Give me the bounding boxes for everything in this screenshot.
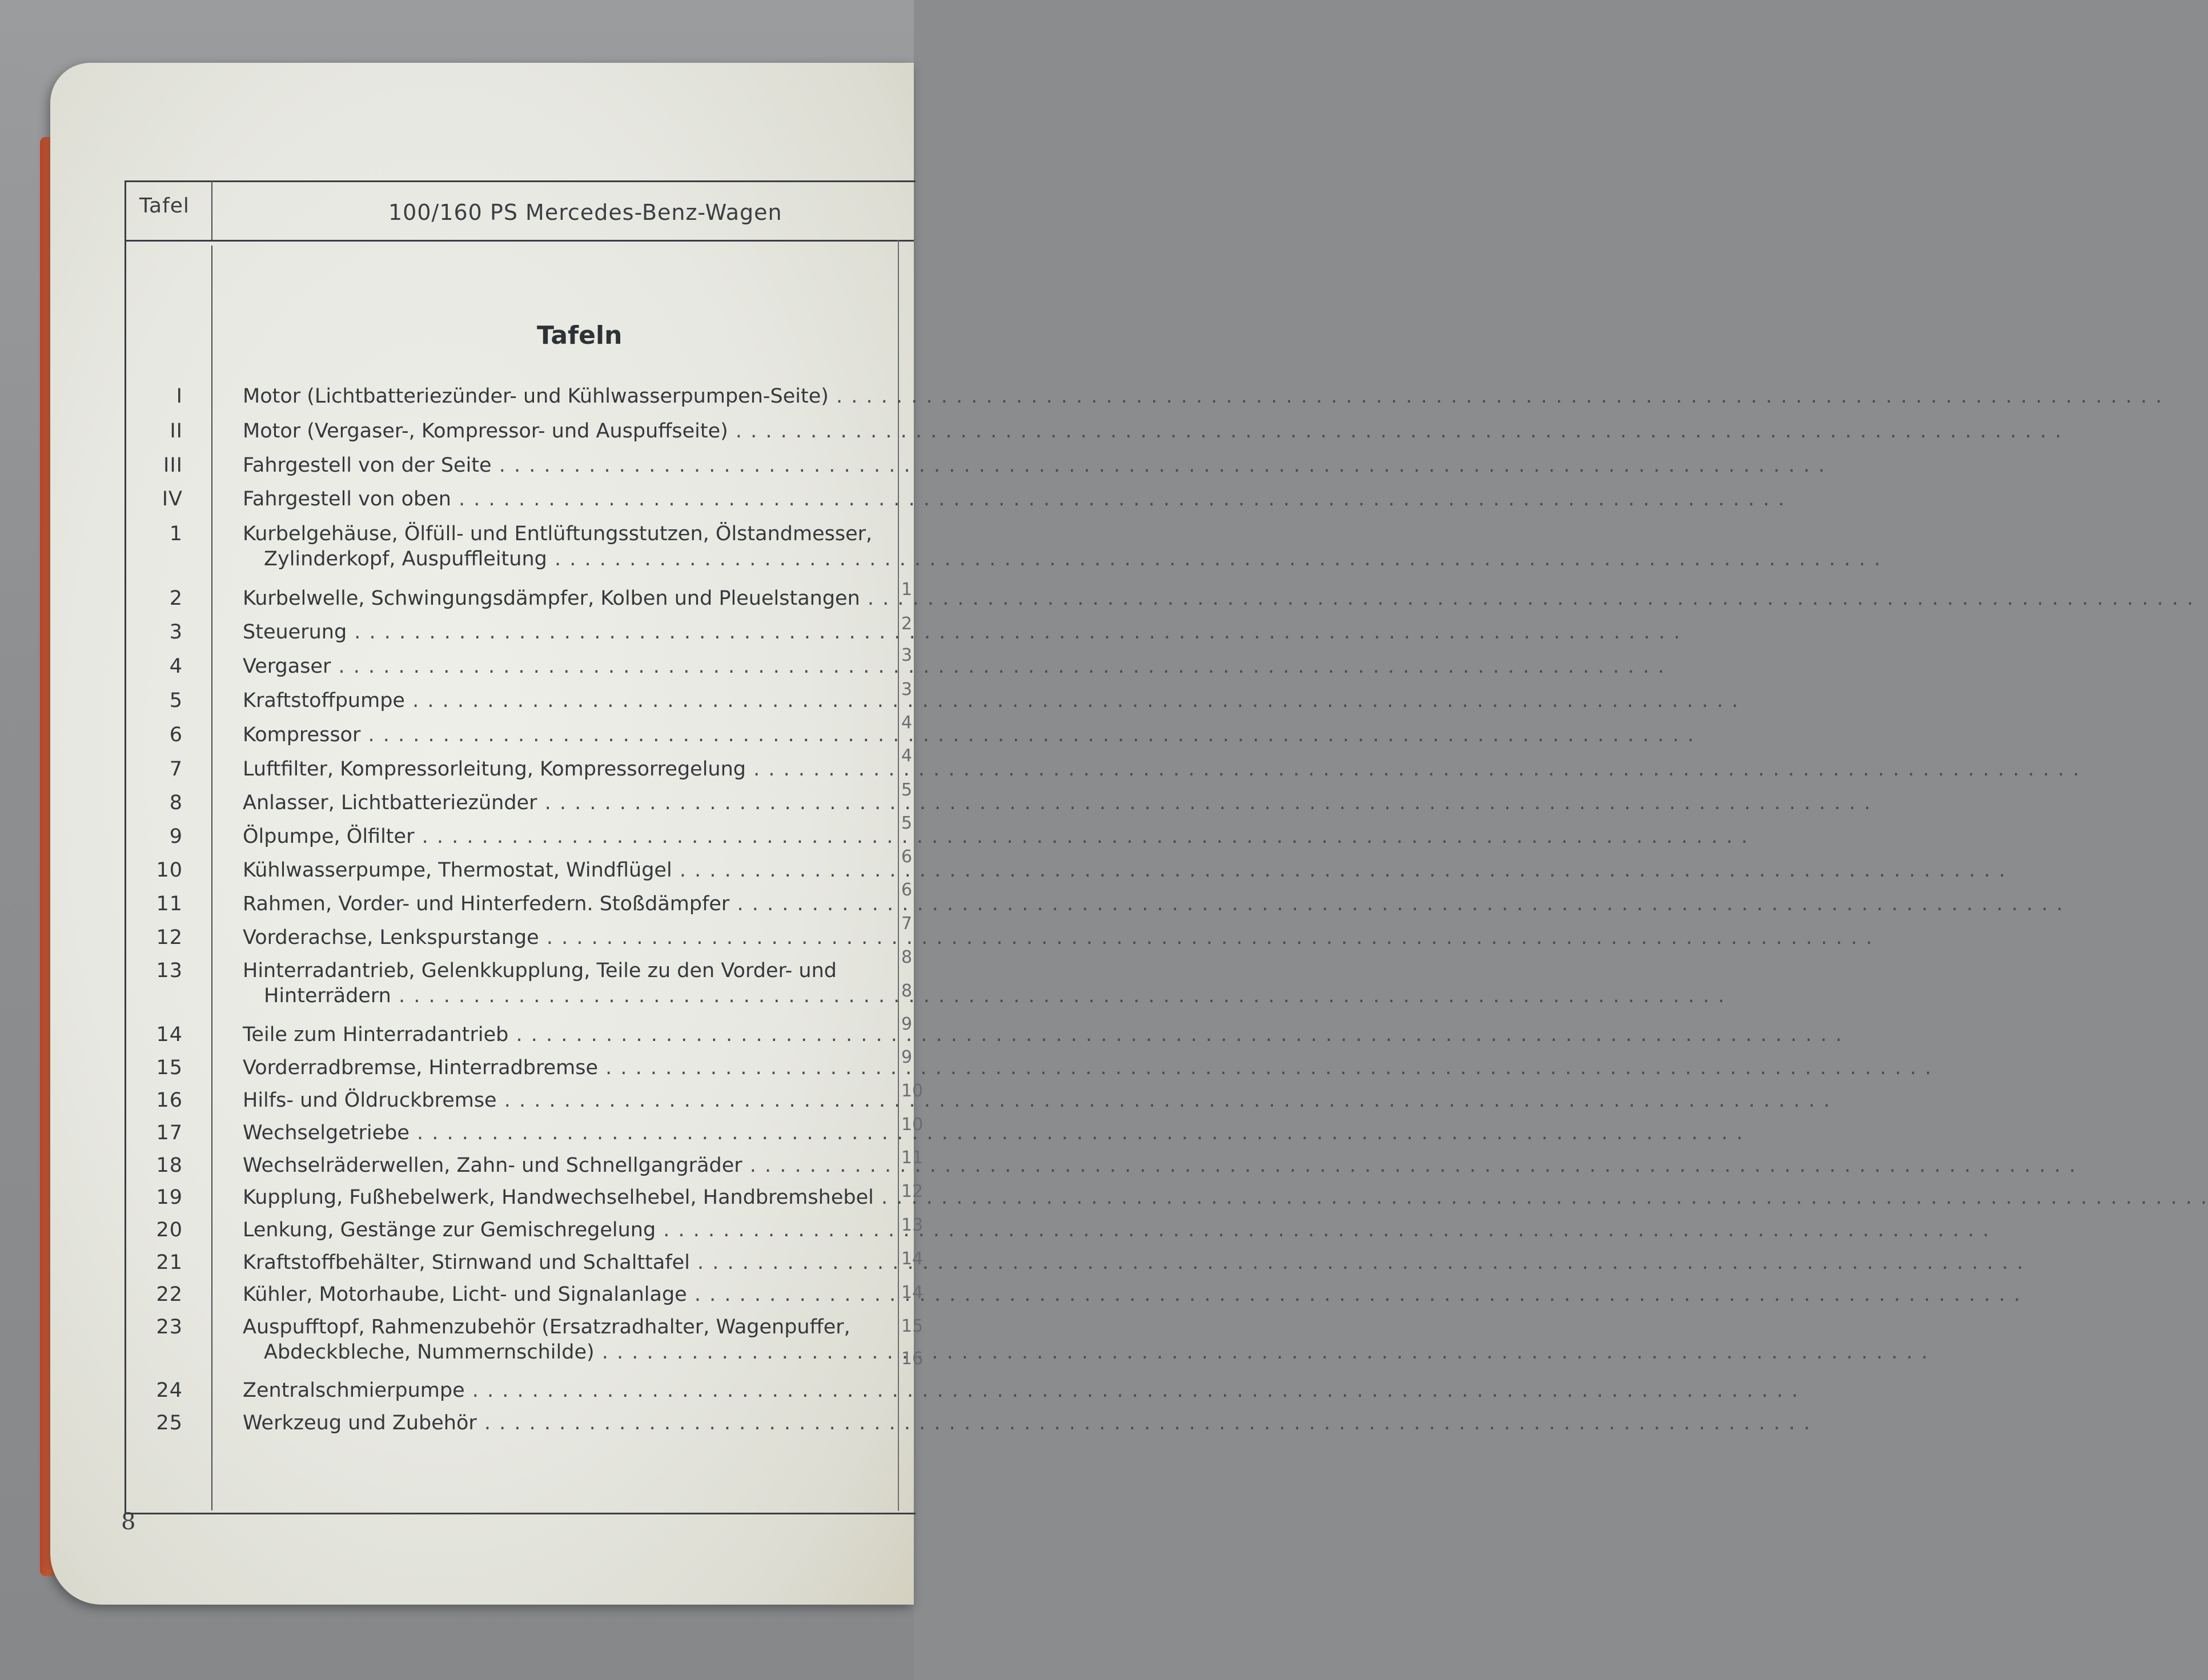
plate-number: 23	[156, 1316, 183, 1339]
plate-title: Wechselgetriebe . . .	[243, 1120, 880, 1146]
running-header-title: 100/160 PS Mercedes-Benz-Wagen	[388, 200, 782, 225]
page-reference: 10	[901, 1115, 924, 1135]
plate-title: Motor (Vergaser-, Kompressor- und Auspuffseite) . . .	[243, 419, 880, 444]
plate-number: 10	[156, 859, 183, 882]
page-reference: 6	[901, 880, 913, 900]
plate-title: Rahmen, Vorder- und Hinterfedern. Stoßdämpfer . . .	[243, 891, 880, 917]
page-reference: 14	[901, 1249, 924, 1269]
page-reference: 11	[901, 1148, 924, 1168]
page-reference: 1	[901, 580, 913, 600]
plate-number: 19	[156, 1186, 183, 1209]
plate-title: Kupplung, Fußhebelwerk, Handwechselhebel, Handbremshebel . . .	[243, 1185, 880, 1210]
plate-title: Vergaser . . .	[243, 654, 880, 679]
plate-title: Hinterradantrieb, Gelenkkupplung, Teile zu den Vorder- und	[243, 959, 837, 982]
plate-number: 14	[156, 1023, 183, 1046]
page-number: 8	[121, 1509, 136, 1535]
partial-page-numbers-column	[901, 0, 924, 1680]
plate-title: Anlasser, Lichtbatteriezünder . . .	[243, 790, 880, 815]
plate-number: II	[170, 420, 183, 443]
plate-number: 3	[169, 621, 183, 644]
plate-title: Auspufftopf, Rahmenzubehör (Ersatzradhalter, Wagenpuffer,	[243, 1316, 850, 1339]
plate-number: 16	[156, 1089, 183, 1112]
plate-number: 8	[169, 791, 183, 814]
plate-title: Motor (Lichtbatteriezünder- und Kühlwasserpumpen-Seite) . . .	[243, 384, 880, 409]
page-reference: 14	[901, 1283, 924, 1303]
plate-number: 13	[156, 959, 183, 982]
plate-title: Zentralschmierpumpe . . .	[243, 1378, 880, 1403]
page-reference: 2	[901, 614, 913, 634]
page-reference: 6	[901, 847, 913, 867]
plate-title: Kraftstoffpumpe . . .	[243, 688, 880, 713]
plate-number: 4	[169, 655, 183, 678]
plate-number: 6	[169, 724, 183, 746]
plate-title: Vorderachse, Lenkspurstange . . .	[243, 925, 880, 950]
plate-number: 15	[156, 1056, 183, 1079]
plate-title: Wechselräderwellen, Zahn- und Schnellgangräder . . .	[243, 1153, 880, 1178]
plate-title-continuation: Abdeckbleche, Nummernschilde) . . .	[264, 1340, 880, 1365]
page-reference: 12	[901, 1181, 924, 1201]
page-reference: 3	[901, 680, 913, 700]
plate-title: Kurbelwelle, Schwingungsdämpfer, Kolben und Pleuelstangen . . .	[243, 586, 880, 611]
plate-title: Steuerung . . .	[243, 620, 880, 645]
plate-number: III	[163, 454, 183, 477]
plate-number: 11	[156, 893, 183, 915]
plate-title: Teile zum Hinterradantrieb . . .	[243, 1022, 880, 1047]
page-reference: 7	[901, 914, 913, 934]
page-reference: 10	[901, 1081, 924, 1101]
plate-title: Kraftstoffbehälter, Stirnwand und Schalttafel . . .	[243, 1250, 880, 1275]
plate-number: 21	[156, 1251, 183, 1274]
page-reference: 9	[901, 1014, 913, 1034]
plates-list	[0, 0, 914, 1680]
page-reference: 16	[901, 1349, 924, 1369]
page-reference: 4	[901, 713, 913, 733]
page-reference: 4	[901, 746, 913, 766]
plate-number: 5	[169, 689, 183, 712]
plate-number: IV	[162, 488, 183, 511]
plate-number: 24	[156, 1379, 183, 1402]
plate-title: Fahrgestell von der Seite . . .	[243, 453, 880, 478]
plate-title: Hilfs- und Öldruckbremse . . .	[243, 1088, 880, 1113]
plate-title-continuation: Hinterrädern . . .	[264, 983, 880, 1008]
page-reference: 5	[901, 780, 913, 800]
plate-number: 18	[156, 1154, 183, 1177]
page-reference: 9	[901, 1047, 913, 1067]
plate-title: Ölpumpe, Ölfilter . . .	[243, 824, 880, 849]
plate-number: 22	[156, 1283, 183, 1306]
page-reference: 13	[901, 1215, 924, 1235]
plate-number: 20	[156, 1219, 183, 1241]
page-reference: 15	[901, 1316, 924, 1336]
plate-title: Kurbelgehäuse, Ölfüll- und Entlüftungsstutzen, Ölstandmesser,	[243, 523, 873, 545]
plate-number: I	[176, 385, 183, 408]
plate-title: Lenkung, Gestänge zur Gemischregelung . . .	[243, 1217, 880, 1243]
plate-title-continuation: Zylinderkopf, Auspuffleitung . . .	[264, 546, 880, 572]
plate-title: Vorderradbremse, Hinterradbremse . . .	[243, 1055, 880, 1080]
page-reference: 8	[901, 947, 913, 967]
plate-number: 9	[169, 825, 183, 848]
section-title: Tafeln	[537, 321, 623, 350]
plate-title: Luftfilter, Kompressorleitung, Kompressorregelung . . .	[243, 757, 880, 782]
plate-number: 1	[169, 523, 183, 545]
column-label-tafel: Tafel	[139, 194, 190, 218]
plate-number: 25	[156, 1412, 183, 1434]
plate-number: 17	[156, 1122, 183, 1144]
plate-title: Kühlwasserpumpe, Thermostat, Windflügel . . .	[243, 858, 880, 883]
plate-title: Kompressor . . .	[243, 722, 880, 747]
plate-title: Fahrgestell von oben . . .	[243, 487, 880, 512]
plate-title: Werkzeug und Zubehör . . .	[243, 1410, 880, 1436]
plate-number: 2	[169, 587, 183, 610]
plate-title: Kühler, Motorhaube, Licht- und Signalanlage . . .	[243, 1282, 880, 1307]
page-reference: 3	[901, 645, 913, 665]
page-reference: 8	[901, 981, 913, 1001]
plate-number: 12	[156, 926, 183, 949]
page-reference: 5	[901, 813, 913, 833]
plate-number: 7	[169, 758, 183, 781]
